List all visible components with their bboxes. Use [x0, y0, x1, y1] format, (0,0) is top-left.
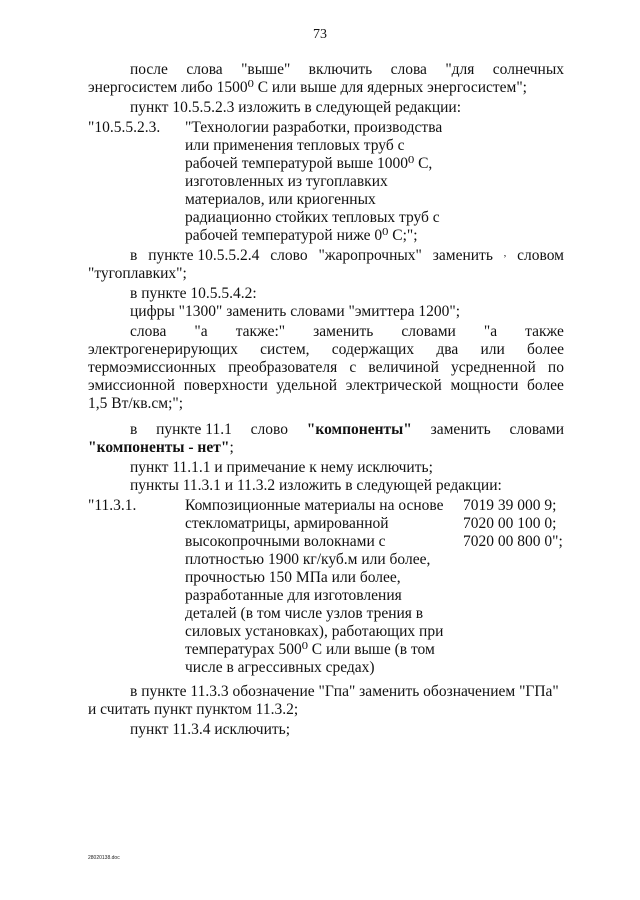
item-text-line: разработанные для изготовления — [185, 587, 402, 604]
paragraph-6-line-5: 1,5 Вт/кв.см;"; — [88, 395, 184, 412]
tnved-code: 7019 39 000 9; — [463, 497, 557, 514]
word: величиной — [368, 359, 439, 376]
word: преобразователя — [228, 359, 338, 376]
word: электрогенерирующих — [88, 341, 238, 358]
item-text-line: стекломатрицы, армированной — [185, 515, 389, 532]
tnved-code: 7020 00 800 0"; — [463, 533, 563, 550]
word: в — [130, 247, 138, 264]
item-text-line: деталей (в том числе узлов трения в — [185, 605, 424, 622]
word: слова — [186, 61, 223, 78]
word: также:" — [235, 323, 286, 340]
word: "выше" — [241, 61, 291, 78]
file-footer: 28020138.doc — [88, 855, 120, 861]
item-text-line: изготовленных из тугоплавких — [185, 173, 388, 190]
item-text-line: рабочей температурой выше 1000⁰ С, — [185, 155, 433, 172]
paragraph-11: пункт 11.3.4 исключить; — [130, 721, 291, 738]
paragraph-1-line-1 — [130, 61, 564, 79]
word: слово — [250, 421, 288, 438]
word: мощности — [450, 377, 519, 394]
word: после — [130, 61, 168, 78]
item-text-line: рабочей температурой ниже 0⁰ С;"; — [185, 227, 418, 244]
word: включить — [308, 61, 373, 78]
word: электрической — [345, 377, 442, 394]
paragraph-3-line-2: "тугоплавких"; — [88, 265, 187, 282]
word: более — [527, 341, 564, 358]
tnved-code: 7020 00 100 0; — [463, 515, 557, 532]
paragraph-10-line-2: и считать пункт пунктом 11.3.2; — [88, 701, 299, 718]
word: по — [547, 359, 564, 376]
word: поверхности — [183, 377, 268, 394]
item-text-line: плотностью 1900 кг/куб.м или более, — [185, 551, 431, 568]
word: эмиссионной — [88, 377, 176, 394]
paragraph-9: пункты 11.3.1 и 11.3.2 изложить в следующей редакции: — [130, 477, 502, 494]
item-text-line: прочностью 150 МПа или более, — [185, 569, 401, 586]
item-text-line: материалов, или криогенных — [185, 191, 376, 208]
paragraph-5: цифры "1300" заменить словами "эмиттера 1200"; — [130, 303, 461, 320]
item-text-line: температурах 500⁰ С или выше (в том — [185, 641, 435, 658]
paragraph-2: пункт 10.5.5.2.3 изложить в следующей редакции: — [130, 99, 462, 116]
word: заменить — [430, 421, 491, 438]
word: два — [436, 341, 459, 358]
paragraph-7-line-2 — [88, 439, 234, 457]
paragraph-3-line-1 — [130, 247, 564, 265]
word: или — [480, 341, 505, 358]
paragraph-6-line-1 — [130, 323, 564, 341]
item-text-line: или применения тепловых труб с — [185, 137, 405, 154]
bold-word: "компоненты" — [306, 421, 412, 438]
word: "а — [194, 323, 208, 340]
item-text-line: радиационно стойких тепловых труб с — [185, 209, 440, 226]
word: также — [525, 323, 564, 340]
item-text-line: высокопрочными волокнами с — [185, 533, 386, 550]
word: более — [527, 377, 564, 394]
paragraph-7-line-1 — [130, 421, 564, 439]
item-text-line: "Технологии разработки, производства — [185, 119, 443, 136]
word: в — [130, 421, 138, 438]
paragraph-6-line-2 — [88, 341, 564, 359]
word: систем, — [260, 341, 310, 358]
bold-phrase: "компоненты - нет" — [88, 439, 230, 456]
word: словом — [517, 247, 564, 264]
item-number-10-5-5-2-3: "10.5.5.2.3. — [88, 119, 161, 136]
paragraph-10-line-1: в пункте 11.3.3 обозначение "Гпа" заменить обозначением "ГПа" — [130, 683, 559, 700]
word: удельной — [276, 377, 338, 394]
word: содержащих — [331, 341, 415, 358]
paragraph-8: пункт 11.1.1 и примечание к нему исключить; — [130, 459, 433, 476]
paragraph-1-line-2: энергосистем либо 1500⁰ С или выше для ядерных энергосистем"; — [88, 79, 527, 96]
page-number: 73 — [313, 27, 327, 42]
item-number-11-3-1: "11.3.1. — [88, 497, 137, 514]
word: "а — [483, 323, 498, 340]
word: словами — [509, 421, 564, 438]
item-text-line: силовых установках), работающих при — [185, 623, 444, 640]
word: слова — [130, 323, 167, 340]
item-text-line: Композиционные материалы на основе — [185, 497, 444, 514]
word: заменить — [313, 323, 374, 340]
word: пункте 11.1 — [156, 421, 232, 438]
word: термоэмиссионных — [88, 359, 217, 376]
word: с — [349, 359, 357, 376]
punctuation: ; — [229, 439, 234, 456]
paragraph-6-line-3 — [88, 359, 564, 377]
word: солнечных — [492, 61, 564, 78]
word: "жаропрочных" — [318, 247, 422, 264]
item-text-line: числе в агрессивных средах) — [185, 659, 375, 676]
word: усредненной — [451, 359, 536, 376]
word: "для — [445, 61, 475, 78]
word: слово — [270, 247, 308, 264]
word: слова — [390, 61, 427, 78]
word: словами — [401, 323, 456, 340]
paragraph-4: в пункте 10.5.5.4.2: — [130, 285, 257, 302]
word: пункте 10.5.5.2.4 — [148, 247, 260, 264]
struck-word: , — [503, 248, 507, 259]
paragraph-6-line-4 — [88, 377, 564, 395]
word: заменить — [432, 247, 493, 264]
